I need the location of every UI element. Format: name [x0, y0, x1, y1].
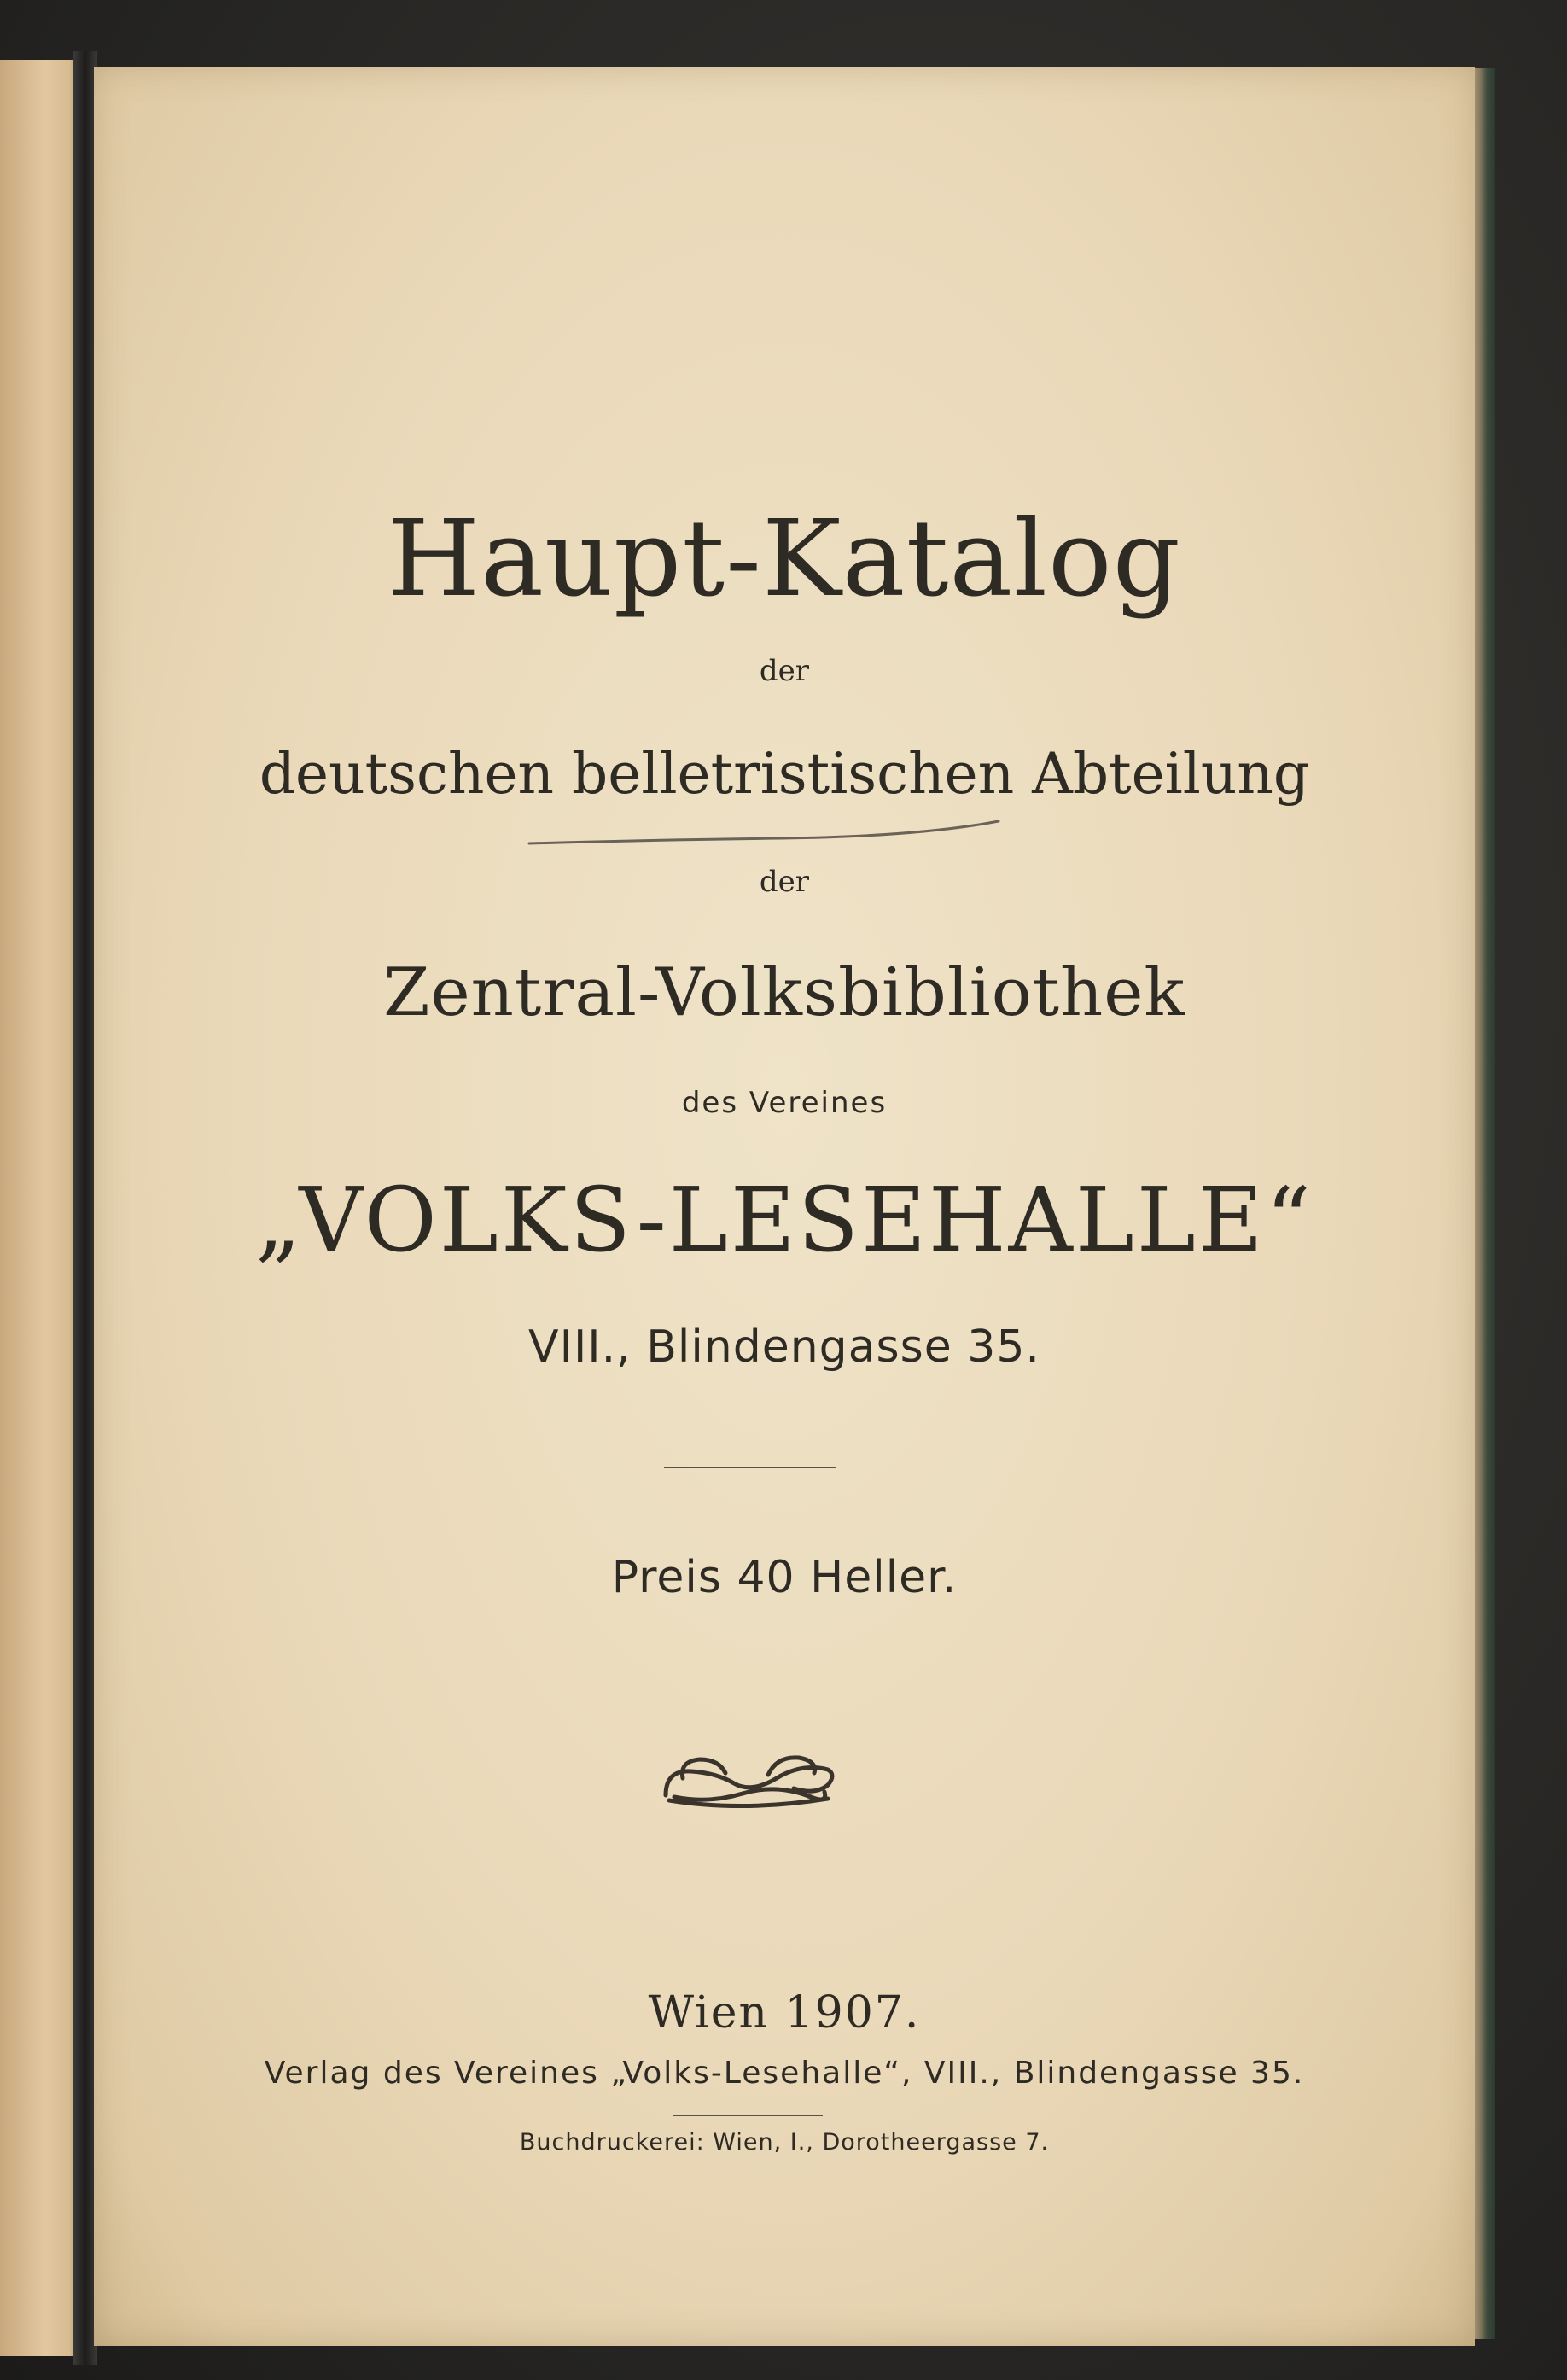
divider-rule [664, 1467, 836, 1468]
title-page [94, 67, 1475, 2346]
library-name: Zentral-Volksbibliothek [383, 954, 1185, 1031]
small-divider-rule [673, 2115, 823, 2116]
printers-ornament-icon [657, 1744, 838, 1812]
previous-page-edge [0, 60, 82, 2356]
pencil-underline-mark [525, 818, 1003, 852]
price-line: Preis 40 Heller. [611, 1552, 958, 1603]
connector-der-1: der [759, 654, 810, 688]
department-subtitle: deutschen belletristischen Abteilung [259, 741, 1310, 807]
publisher-line: Verlag des Vereines „Volks-Lesehalle“, VIII., Blindengasse 35. [264, 2056, 1305, 2091]
association-label: des Vereines [681, 1086, 888, 1120]
connector-der-2: der [759, 865, 810, 899]
printer-line: Buchdruckerei: Wien, I., Dorotheergasse 7. [519, 2129, 1050, 2155]
place-and-year: Wien 1907. [648, 1987, 921, 2039]
library-address: VIII., Blindengasse 35. [528, 1321, 1040, 1373]
association-name: „VOLKS-LESEHALLE“ [255, 1168, 1314, 1272]
catalog-title: Haupt-Katalog [387, 498, 1182, 621]
